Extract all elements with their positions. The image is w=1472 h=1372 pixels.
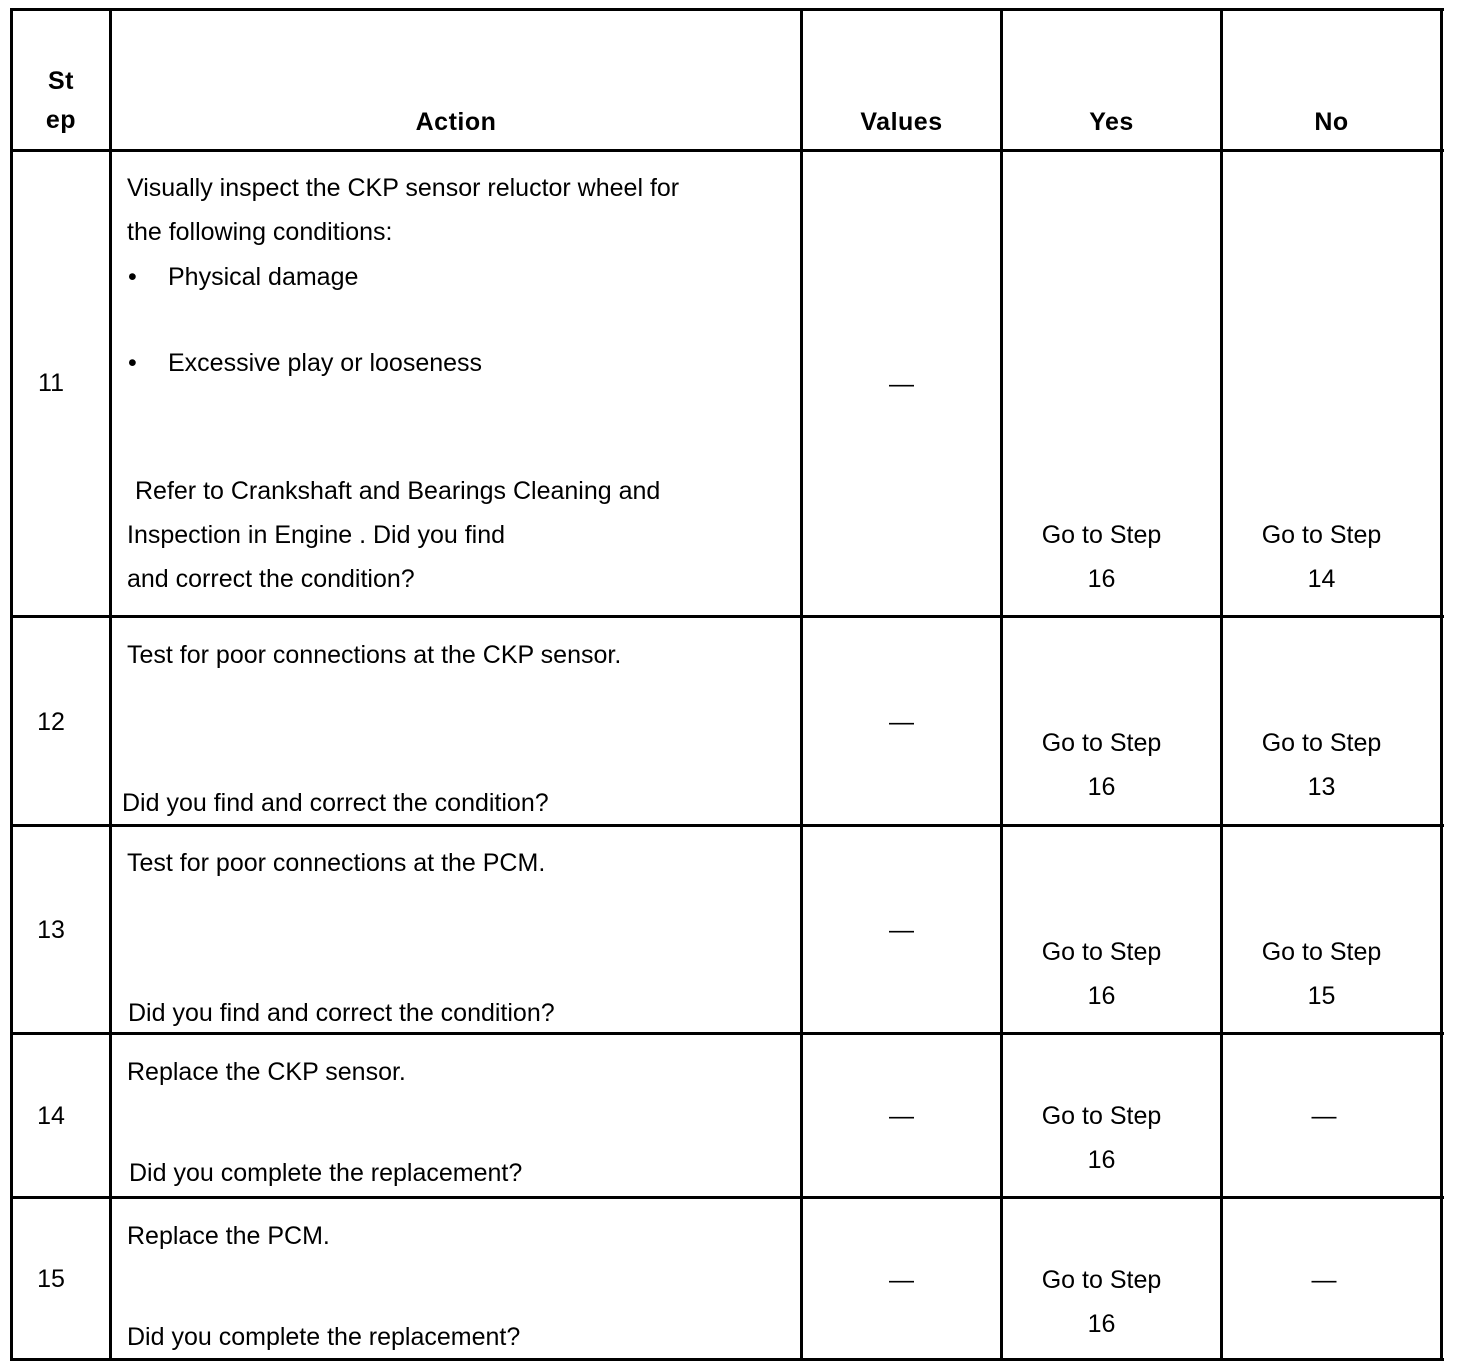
- values-cell: —: [889, 1266, 914, 1294]
- header-step: St ep: [45, 67, 77, 134]
- values-cell: —: [889, 916, 914, 944]
- column-divider: [800, 8, 803, 1361]
- no-cell: —: [1311, 1266, 1337, 1294]
- values-cell: —: [889, 370, 914, 398]
- table-border-right: [1440, 8, 1443, 1361]
- bullet-icon: •: [128, 263, 137, 291]
- no-cell: Go to Step 14: [1261, 521, 1382, 593]
- yes-cell: Go to Step 16: [1041, 1102, 1162, 1174]
- action-text: Replace the CKP sensor.: [127, 1058, 406, 1086]
- no-cell: —: [1311, 1102, 1337, 1130]
- action-text: Did you find and correct the condition?: [128, 999, 555, 1027]
- action-text: Visually inspect the CKP sensor reluctor wheel for: [127, 174, 680, 202]
- header-no: No: [1314, 108, 1349, 136]
- no-cell: Go to Step 13: [1261, 729, 1382, 801]
- header-action: Action: [415, 108, 497, 136]
- row-divider: [10, 615, 1444, 618]
- column-divider: [1220, 8, 1223, 1361]
- values-cell: —: [889, 1102, 914, 1130]
- row-divider: [10, 1196, 1444, 1199]
- step-number: 14: [37, 1102, 65, 1130]
- no-cell: Go to Step 15: [1261, 938, 1382, 1010]
- action-text: Did you complete the replacement?: [129, 1159, 523, 1187]
- action-text: Refer to Crankshaft and Bearings Cleaning and: [135, 477, 661, 505]
- yes-cell: Go to Step 16: [1041, 729, 1162, 801]
- bullet-icon: •: [128, 349, 137, 377]
- action-text: Did you complete the replacement?: [127, 1323, 521, 1351]
- action-text: Test for poor connections at the CKP sensor.: [127, 641, 622, 669]
- action-text: the following conditions:: [127, 218, 393, 246]
- step-number: 15: [37, 1265, 65, 1293]
- table-border-left: [10, 8, 13, 1361]
- action-text: Replace the PCM.: [127, 1222, 330, 1250]
- action-text: Inspection in Engine . Did you find: [127, 521, 506, 549]
- step-number: 12: [37, 708, 65, 736]
- values-cell: —: [889, 708, 914, 736]
- action-text: Test for poor connections at the PCM.: [127, 849, 546, 877]
- action-text: Did you find and correct the condition?: [122, 789, 549, 817]
- step-number: 11: [38, 369, 64, 397]
- bullet-text: Excessive play or looseness: [168, 349, 483, 377]
- yes-cell: Go to Step 16: [1041, 938, 1162, 1010]
- action-text: and correct the condition?: [127, 565, 415, 593]
- step-number: 13: [37, 916, 65, 944]
- yes-cell: Go to Step 16: [1041, 521, 1162, 593]
- diagnostic-table: [10, 8, 1442, 1361]
- header-divider: [10, 149, 1444, 152]
- column-divider: [109, 8, 112, 1361]
- bullet-text: Physical damage: [168, 263, 359, 291]
- yes-cell: Go to Step 16: [1041, 1266, 1162, 1338]
- header-yes: Yes: [1089, 108, 1134, 136]
- header-values: Values: [860, 108, 943, 136]
- table-border-top: [10, 8, 1444, 11]
